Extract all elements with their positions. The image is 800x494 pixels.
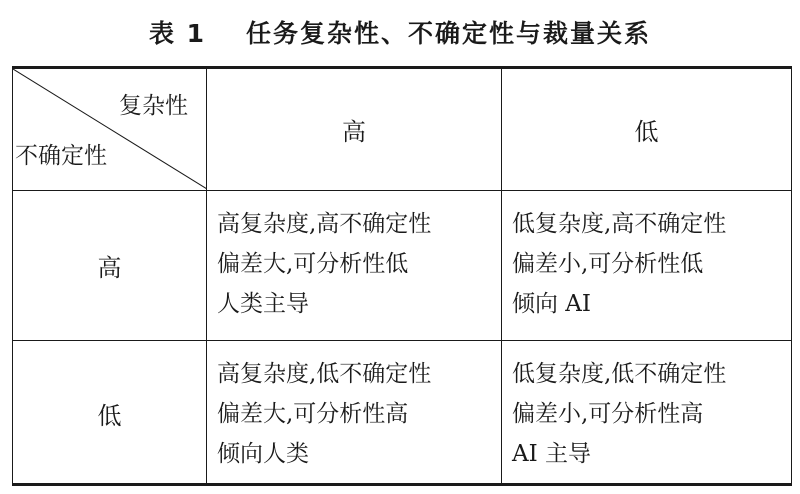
row-header-label: 低: [97, 401, 122, 430]
corner-cell: [13, 69, 207, 190]
column-header-label: 高: [342, 118, 366, 146]
table-caption: [0, 6, 800, 58]
table-number: 表 1: [148, 19, 207, 48]
table-row-low-uncertainty: [13, 340, 791, 486]
cell-line: 高复杂度,低不确定性: [217, 361, 432, 387]
table-cell: [207, 190, 502, 340]
table-cell: [502, 340, 791, 486]
row-header-high: [13, 190, 207, 340]
cell-line: 偏差大,可分析性高: [217, 401, 409, 427]
table-row-high-uncertainty: [13, 190, 791, 341]
relationship-table: [12, 66, 792, 486]
cell-line: 低复杂度,高不确定性: [512, 211, 727, 237]
cell-line: 低复杂度,低不确定性: [512, 361, 727, 387]
corner-column-axis-label: 复杂性: [119, 93, 188, 119]
corner-row-axis-label: 不确定性: [15, 143, 107, 169]
column-header-label: 低: [634, 118, 659, 146]
table-cell: [207, 340, 502, 486]
cell-line: 高复杂度,高不确定性: [217, 211, 432, 237]
row-header-label: 高: [97, 253, 122, 282]
cell-line: 倾向人类: [217, 441, 309, 467]
header-row: [13, 69, 791, 191]
column-header-low: [502, 69, 791, 190]
cell-line: 人类主导: [217, 291, 309, 317]
column-header-high: [207, 69, 502, 190]
row-header-low: [13, 340, 207, 486]
cell-line: 倾向 AI: [512, 291, 592, 317]
cell-line: 偏差小,可分析性高: [512, 401, 704, 427]
table-cell: [502, 190, 791, 340]
cell-line: 偏差小,可分析性低: [512, 251, 704, 277]
cell-line: 偏差大,可分析性低: [217, 251, 409, 277]
table-title: 任务复杂性、不确定性与裁量关系: [246, 19, 652, 48]
cell-line: AI 主导: [512, 441, 592, 467]
